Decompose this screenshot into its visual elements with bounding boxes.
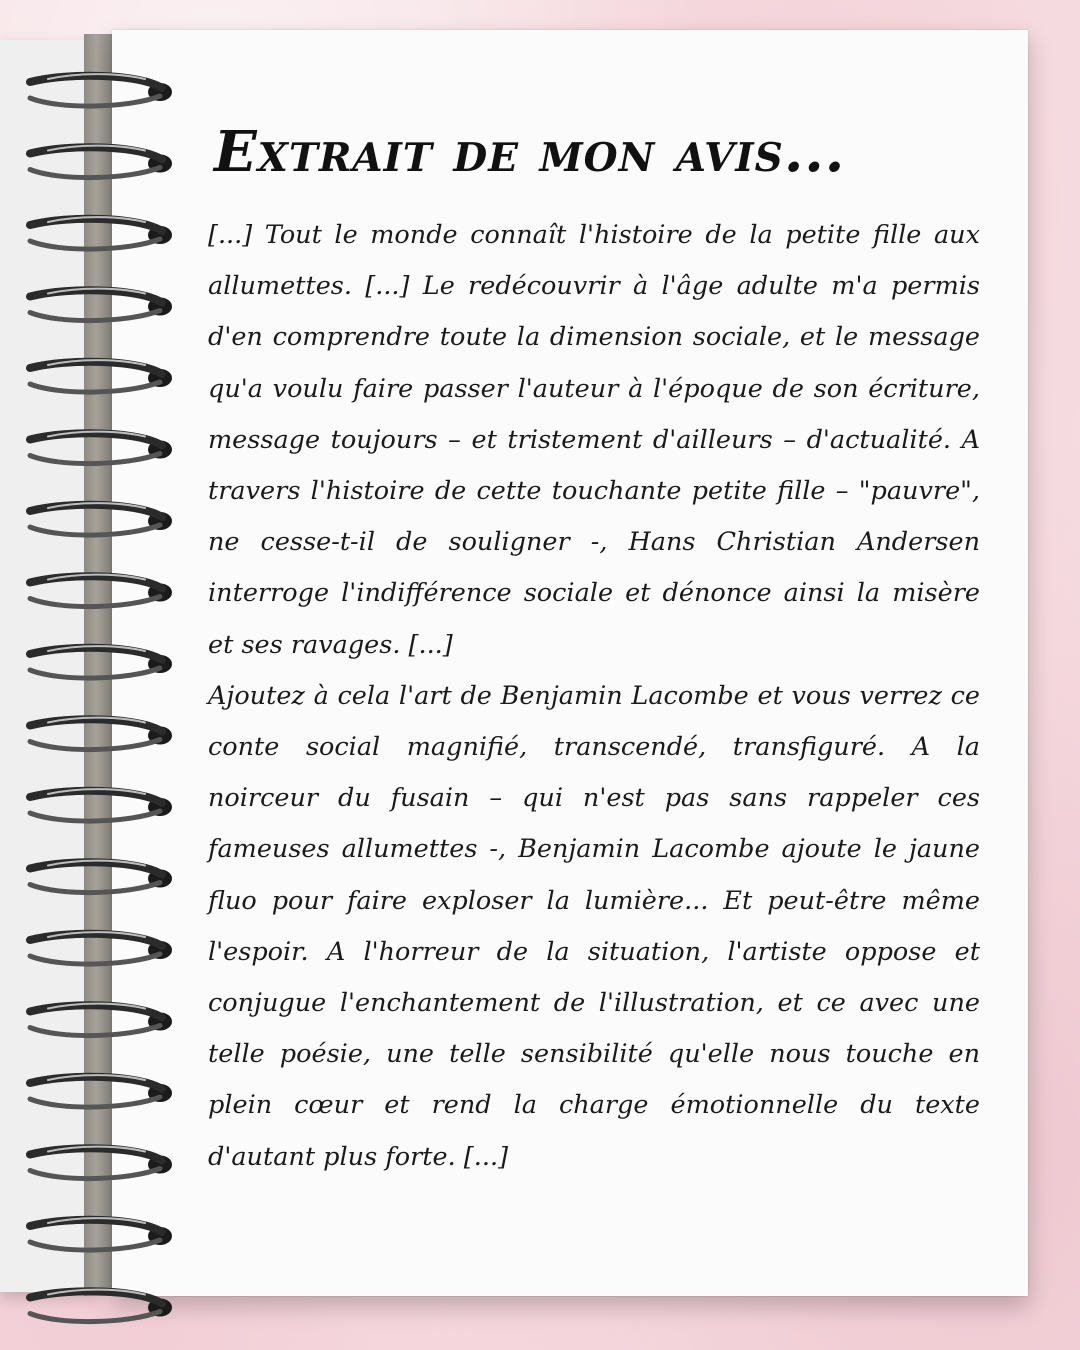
binding-ring xyxy=(30,646,172,678)
binding-ring xyxy=(30,575,172,607)
binding-ring xyxy=(30,432,172,464)
binding-ring xyxy=(30,861,172,893)
binding-ring xyxy=(30,1075,172,1107)
binding-ring xyxy=(30,1290,172,1322)
binding-ring xyxy=(30,289,172,321)
binding-ring xyxy=(30,789,172,821)
note-title: Extrait de mon avis... xyxy=(214,119,846,185)
binding-ring xyxy=(30,1147,172,1179)
binding-ring xyxy=(30,217,172,249)
binding-ring xyxy=(30,74,172,106)
binding-ring xyxy=(30,503,172,535)
binding-ring xyxy=(30,360,172,392)
binding-ring xyxy=(30,718,172,750)
binding-ring xyxy=(30,146,172,178)
spiral-binding-rings-icon xyxy=(0,0,200,1350)
note-paragraph-2: Ajoutez à cela l'art de Benjamin Lacombe et vous verrez ce conte social magnifié, transcendé, transfiguré. A la noirceur du fusain – qui n'est pas sans rappeler ces fameuses allumettes -, Benjamin Lacombe ajoute le jaune fluo pour faire exploser la lumière... Et peut-être même l'espoir. A l'horreur de la situation, l'artiste oppose et conjugue l'enchantement de l'illustration, et ce avec une telle poésie, une telle sensibilité qu'elle nous touche en plein cœur et rend la charge émotionnelle du texte d'autant plus forte. [...] xyxy=(208,680,980,1172)
note-paragraph-1: [...] Tout le monde connaît l'histoire de la petite fille aux allumettes. [...] Le redécouvrir à l'âge adulte m'a permis d'en comprendre toute la dimension sociale, et le message qu'a voulu faire passer l'auteur à l'époque de son écriture, message toujours – et tristement d'ailleurs – d'actualité. A travers l'histoire de cette touchante petite fille – "pauvre", ne cesse-t-il de souligner -, Hans Christian Andersen interroge l'indifférence sociale et dénonce ainsi la misère et ses ravages. [...] xyxy=(208,220,980,660)
note-body xyxy=(208,210,980,1183)
binding-ring xyxy=(30,1218,172,1250)
binding-ring xyxy=(30,932,172,964)
binding-ring xyxy=(30,1004,172,1036)
